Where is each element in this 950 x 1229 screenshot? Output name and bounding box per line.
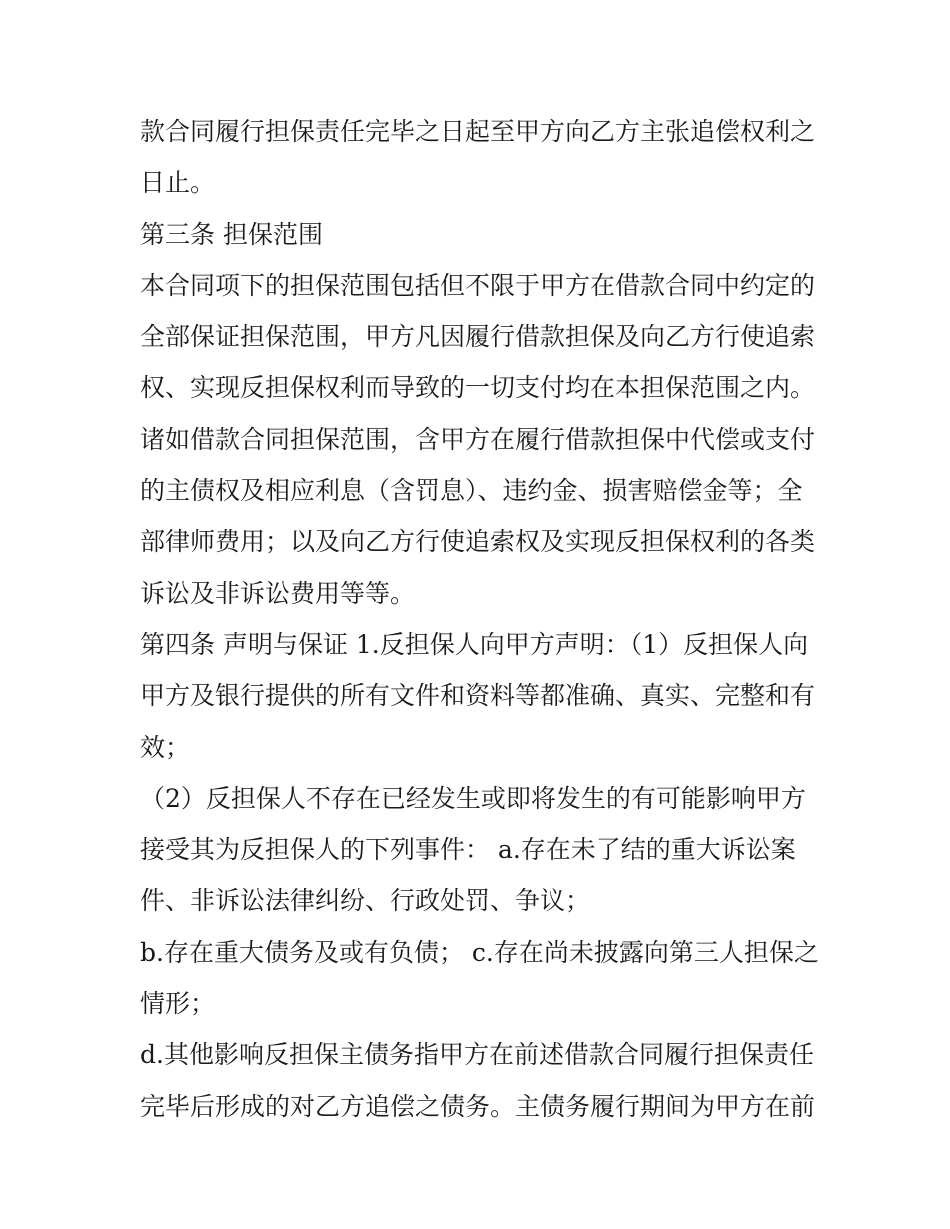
text-line: 本合同项下的担保范围包括但不限于甲方在借款合同中约定的 (140, 270, 816, 300)
section-heading: 第四条 声明与保证 1.反担保人向甲方声明：（1）反担保人向 (140, 629, 809, 659)
text-line: 日止。 (140, 168, 216, 198)
text-line: 诉讼及非诉讼费用等等。 (140, 578, 416, 608)
text-line: 甲方及银行提供的所有文件和资料等都准确、真实、完整和有 (140, 681, 816, 711)
text-line: 诸如借款合同担保范围，含甲方在履行借款担保中代偿或支付 (140, 424, 816, 454)
section-heading: 第三条 担保范围 (140, 219, 323, 249)
text-line: 全部保证担保范围，甲方凡因履行借款担保及向乙方行使追索 (140, 322, 816, 352)
text-line: 情形； (140, 989, 216, 1019)
text-line: 款合同履行担保责任完毕之日起至甲方向乙方主张追偿权利之 (140, 117, 816, 146)
text-line: 完毕后形成的对乙方追偿之债务。主债务履行期间为甲方在前 (140, 1091, 816, 1121)
text-line: 的主债权及相应利息（含罚息）、违约金、损害赔偿金等；全 (140, 476, 803, 506)
text-line: 部律师费用；以及向乙方行使追索权及实现反担保权利的各类 (140, 527, 816, 557)
text-line: 件、非诉讼法律纠纷、行政处罚、争议； (140, 886, 591, 916)
text-line: 接受其为反担保人的下列事件： a.存在未了结的重大诉讼案 (140, 835, 796, 865)
text-line: 效； (140, 732, 191, 762)
text-line: b.存在重大债务及或有负债； c.存在尚未披露向第三人担保之 (140, 937, 819, 967)
text-line: 权、实现反担保权利而导致的一切支付均在本担保范围之内。 (140, 373, 816, 403)
text-line: d.其他影响反担保主债务指甲方在前述借款合同履行担保责任 (140, 1040, 814, 1070)
text-line: （2）反担保人不存在已经发生或即将发生的有可能影响甲方 (140, 783, 806, 813)
contract-text (140, 106, 820, 1132)
